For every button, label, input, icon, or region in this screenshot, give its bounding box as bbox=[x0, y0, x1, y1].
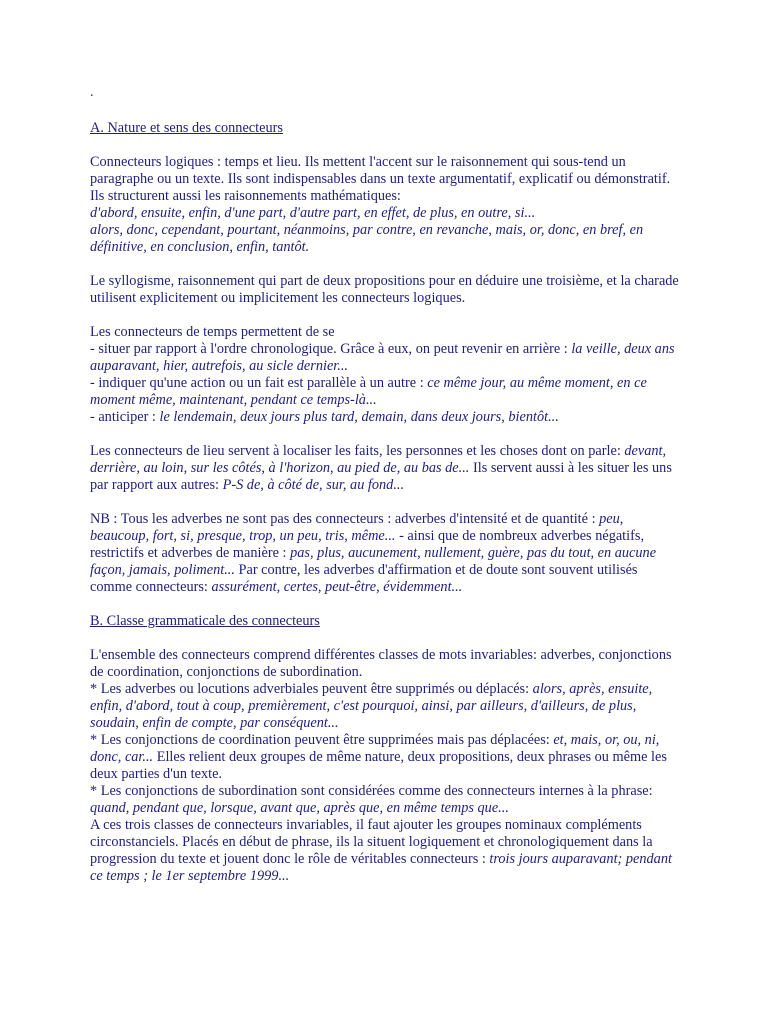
coordination-text: * Les conjonctions de coordination peuvent être supprimées mais pas déplacées: bbox=[90, 732, 554, 748]
temps-anticiper-examples: le lendemain, deux jours plus tard, demain, dans deux jours, bientôt... bbox=[159, 409, 559, 425]
lieu-mid: Ils servent aussi à les situer les uns par rapport aux autres: bbox=[90, 460, 672, 493]
paragraph-connecteurs-temps bbox=[90, 324, 680, 426]
paragraph-syllogisme: Le syllogisme, raisonnement qui part de deux propositions pour en déduire une troisième, et la charade utilisent explicitement ou implicitement les connecteurs logiques. bbox=[90, 273, 679, 306]
paragraph-nb bbox=[90, 511, 680, 596]
nb-examples-1: peu, beaucoup, fort, si, presque, trop, un peu, tris, même... bbox=[90, 511, 624, 544]
classe-intro: L'ensemble des connecteurs comprend différentes classes de mots invariables: adverbes, conjonctions de coordination, conjonctions de subordination. bbox=[90, 647, 672, 680]
lieu-examples-1: devant, derrière, au loin, sur les côtés, à l'horizon, au pied de, au bas de... bbox=[90, 443, 667, 476]
coordination-examples: et, mais, or, ou, ni, donc, car... bbox=[90, 732, 660, 765]
paragraph-classe-grammaticale bbox=[90, 647, 680, 885]
subordination-examples: quand, pendant que, lorsque, avant que, après que, en même temps que... bbox=[90, 800, 509, 816]
logiques-examples-2: alors, donc, cependant, pourtant, néanmoins, par contre, en revanche, mais, or, donc, en bref, en définitive, en conclusion, enfin, tantôt. bbox=[90, 222, 644, 255]
paragraph-connecteurs-lieu bbox=[90, 443, 680, 494]
nb-mid-2: Par contre, les adverbes d'affirmation et de doute sont souvent utilisés comme connecteurs: bbox=[90, 562, 638, 595]
nb-examples-3: assurément, certes, peut-être, évidemment... bbox=[211, 579, 463, 595]
coordination-end: Elles relient deux groupes de même nature, deux propositions, deux phrases ou même les deux parties d'un texte. bbox=[90, 749, 667, 782]
temps-anticiper: - anticiper : bbox=[90, 409, 160, 425]
temps-situer-examples: la veille, deux ans auparavant, hier, autrefois, au sicle dernier... bbox=[90, 341, 675, 374]
lieu-lead: Les connecteurs de lieu servent à localiser les faits, les personnes et les choses dont on parle: bbox=[90, 443, 625, 459]
nb-lead: NB : Tous les adverbes ne sont pas des connecteurs : adverbes d'intensité et de quantité : bbox=[90, 511, 600, 527]
groupes-examples: trois jours auparavant; pendant ce temps ; le 1er septembre 1999... bbox=[90, 851, 672, 884]
document-body bbox=[90, 120, 680, 885]
paragraph-connecteurs-logiques bbox=[90, 154, 680, 256]
adverbes-text: * Les adverbes ou locutions adverbiales peuvent être supprimés ou déplacés: bbox=[90, 681, 533, 697]
lieu-examples-2: P-S de, à côté de, sur, au fond... bbox=[222, 477, 405, 493]
temps-situer: - situer par rapport à l'ordre chronologique. Grâce à eux, on peut revenir en arrière : bbox=[90, 341, 572, 357]
temps-intro: Les connecteurs de temps permettent de se bbox=[90, 324, 335, 340]
logiques-examples-1: d'abord, ensuite, enfin, d'une part, d'autre part, en effet, de plus, en outre, si... bbox=[90, 205, 536, 221]
adverbes-examples: alors, après, ensuite, enfin, d'abord, tout à coup, premièrement, c'est pourquoi, ainsi, par ailleurs, d'ailleurs, de plus, soudain, enfin de compte, par conséquent... bbox=[90, 681, 653, 731]
logiques-lead: Connecteurs logiques : temps et lieu. Ils mettent l'accent sur le raisonnement qui sous-tend un paragraphe ou un texte. Ils sont indispensables dans un texte argumentatif, explicatif ou démonstratif. Ils structurent aussi les raisonnements mathématiques: bbox=[90, 154, 671, 204]
section-a-title: A. Nature et sens des connecteurs bbox=[90, 120, 283, 136]
nb-examples-2: pas, plus, aucunement, nullement, guère, pas du tout, en aucune façon, jamais, poliment... bbox=[90, 545, 657, 578]
groupes-text: A ces trois classes de connecteurs invariables, il faut ajouter les groupes nominaux compléments circonstanciels. Placés en début de phrase, ils la situent logiquement et chronologiquement dans la progression du texte et jouent donc le rôle de véritables connecteurs : bbox=[90, 817, 653, 867]
page-marker: . bbox=[90, 85, 94, 100]
section-b-title: B. Classe grammaticale des connecteurs bbox=[90, 613, 320, 629]
subordination-text: * Les conjonctions de subordination sont considérées comme des connecteurs internes à la phrase: bbox=[90, 783, 653, 799]
temps-indiquer-examples: ce même jour, au même moment, en ce moment même, maintenant, pendant ce temps-là... bbox=[90, 375, 647, 408]
temps-indiquer: - indiquer qu'une action ou un fait est parallèle à un autre : bbox=[90, 375, 428, 391]
nb-mid: - ainsi que de nombreux adverbes négatifs, restrictifs et adverbes de manière : bbox=[90, 528, 645, 561]
